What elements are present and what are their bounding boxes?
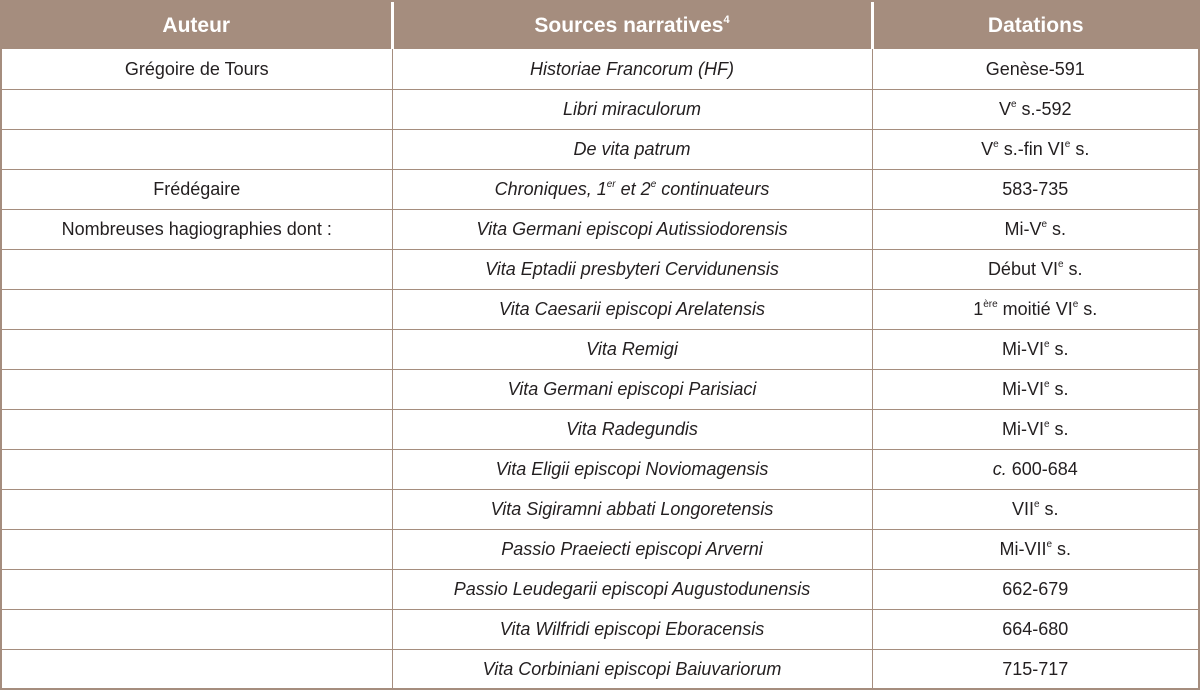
source-text: continuateurs: [656, 179, 770, 199]
source-cell: Vita Germani episcopi Autissiodorensis: [392, 210, 872, 250]
date-cell: [872, 410, 1198, 450]
table-row: [2, 330, 1198, 370]
date-text: s.: [1070, 139, 1090, 159]
source-cell: De vita patrum: [392, 130, 872, 170]
table-row: [2, 250, 1198, 290]
table-row: [2, 450, 1198, 490]
author-cell: [2, 610, 392, 650]
source-cell: Vita Corbiniani episcopi Baiuvariorum: [392, 650, 872, 690]
date-cell: [872, 290, 1198, 330]
date-cell: [872, 330, 1198, 370]
source-text: et 2: [615, 179, 651, 199]
date-text: s.: [1052, 539, 1072, 559]
date-sup: e: [993, 139, 999, 150]
author-cell: [2, 410, 392, 450]
date-sup: e: [1033, 499, 1040, 510]
author-cell: [2, 490, 392, 530]
source-cell: Historiae Francorum (HF): [392, 49, 872, 90]
date-text: s.: [1049, 419, 1069, 439]
date-sup: e: [1072, 299, 1079, 310]
date-text: s.: [1047, 219, 1067, 239]
sources-table: [2, 2, 1198, 689]
author-cell: [2, 250, 392, 290]
header-sources-footnote: 4: [723, 13, 730, 26]
source-cell: Vita Wilfridi episcopi Eboracensis: [392, 610, 872, 650]
source-cell: Passio Leudegarii episcopi Augustodunensis: [392, 570, 872, 610]
table-row: [2, 170, 1198, 210]
date-text: Mi-VI: [1001, 379, 1044, 399]
source-sup: e: [650, 179, 657, 190]
date-text: Mi-VI: [1001, 419, 1044, 439]
date-sup: e: [1057, 259, 1064, 270]
date-text: Mi-V: [1004, 219, 1042, 239]
source-cell: Libri miraculorum: [392, 90, 872, 130]
date-cell: [872, 450, 1198, 490]
source-cell: Vita Remigi: [392, 330, 872, 370]
author-cell: Frédégaire: [2, 170, 392, 210]
source-cell: Vita Radegundis: [392, 410, 872, 450]
header-author: [2, 2, 392, 49]
table-row: [2, 49, 1198, 90]
date-cell: [872, 90, 1198, 130]
table-row: [2, 290, 1198, 330]
date-sup: e: [1041, 219, 1048, 230]
source-cell: Vita Germani episcopi Parisiaci: [392, 370, 872, 410]
date-text: s.: [1039, 499, 1059, 519]
table-row: [2, 650, 1198, 690]
table-row: [2, 610, 1198, 650]
date-text: s.-592: [1016, 99, 1072, 119]
date-text: moitié VI: [997, 299, 1073, 319]
table-row: [2, 90, 1198, 130]
table-row: [2, 490, 1198, 530]
date-sup: e: [1043, 379, 1050, 390]
date-sup: e: [1046, 539, 1053, 550]
author-cell: [2, 570, 392, 610]
date-text: 1: [973, 299, 984, 319]
header-sources: [392, 2, 872, 49]
header-dates-label: Datations: [987, 13, 1084, 37]
table-row: [2, 530, 1198, 570]
author-cell: Nombreuses hagiographies dont :: [2, 210, 392, 250]
date-text: Début VI: [987, 259, 1058, 279]
table-row: [2, 570, 1198, 610]
source-text: Chroniques, 1: [494, 179, 607, 199]
date-sup: e: [1043, 339, 1050, 350]
table-row: [2, 130, 1198, 170]
date-text: V: [981, 139, 994, 159]
source-sup: er: [606, 179, 616, 190]
date-cell: 664-680: [872, 610, 1198, 650]
date-sup: e: [1064, 139, 1071, 150]
date-cell: [872, 250, 1198, 290]
header-dates: [872, 2, 1198, 49]
date-cell: [872, 370, 1198, 410]
author-cell: [2, 90, 392, 130]
source-cell: Passio Praeiecti episcopi Arverni: [392, 530, 872, 570]
date-text: Mi-VI: [1001, 339, 1044, 359]
source-cell: Vita Eptadii presbyteri Cervidunensis: [392, 250, 872, 290]
table-row: [2, 410, 1198, 450]
source-cell: [392, 170, 872, 210]
author-cell: Grégoire de Tours: [2, 49, 392, 90]
table-row: [2, 210, 1198, 250]
date-cell: [872, 130, 1198, 170]
date-text: V: [998, 99, 1011, 119]
author-cell: [2, 530, 392, 570]
date-text: s.-fin VI: [998, 139, 1065, 159]
author-cell: [2, 130, 392, 170]
date-cell: [872, 210, 1198, 250]
author-cell: [2, 450, 392, 490]
date-cell: 662-679: [872, 570, 1198, 610]
author-cell: [2, 650, 392, 690]
source-cell: Vita Eligii episcopi Noviomagensis: [392, 450, 872, 490]
date-cell: [872, 530, 1198, 570]
source-cell: Vita Caesarii episcopi Arelatensis: [392, 290, 872, 330]
date-text: s.: [1049, 339, 1069, 359]
date-cell: 583-735: [872, 170, 1198, 210]
date-text: Mi-VII: [999, 539, 1047, 559]
author-cell: [2, 330, 392, 370]
table-row: [2, 370, 1198, 410]
author-cell: [2, 370, 392, 410]
date-text: s.: [1049, 379, 1069, 399]
source-cell: Vita Sigiramni abbati Longoretensis: [392, 490, 872, 530]
date-sup: e: [1010, 99, 1017, 110]
author-cell: [2, 290, 392, 330]
date-text: s.: [1078, 299, 1098, 319]
date-text: VII: [1011, 499, 1034, 519]
header-author-label: Auteur: [162, 13, 231, 37]
date-cell: 715-717: [872, 650, 1198, 690]
date-cell: [872, 490, 1198, 530]
header-sources-label: Sources narratives: [534, 13, 724, 37]
date-cell: Genèse-591: [985, 58, 1085, 79]
date-text: s.: [1063, 259, 1083, 279]
date-circa: c.: [992, 459, 1007, 479]
date-text: 600-684: [1006, 459, 1078, 479]
date-sup: e: [1043, 419, 1050, 430]
date-sup: ère: [983, 299, 998, 310]
header-row: [2, 2, 1198, 49]
